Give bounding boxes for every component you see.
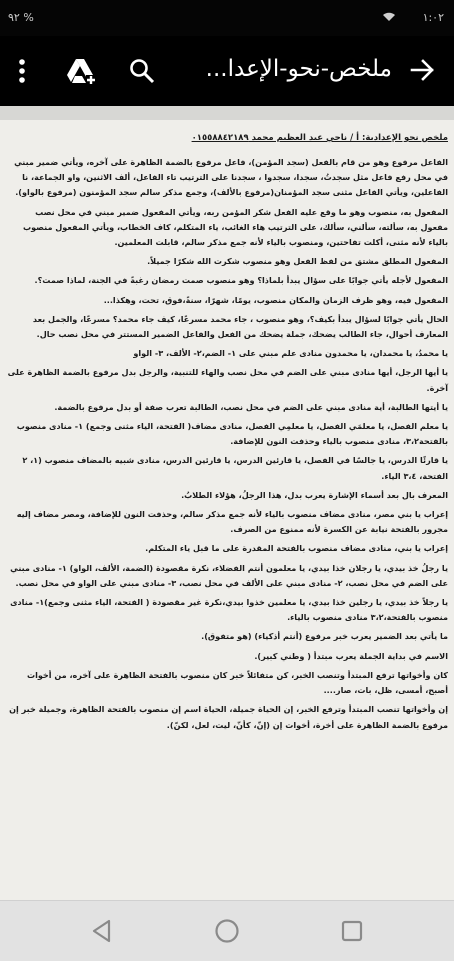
- paragraph-munada-mudaf: يا معلم الفصل، يا معلمَي الفصل، يا معلمِي الفصل، منادى مضاف( الفتحة، الياء مثنى وجمع) ١- منادى منصوب بالفتحة٣،٢، منادى منصوب بالياء وحذفت النون للإضافة.: [16, 421, 448, 447]
- paragraph-mafool-liajlihi: المفعول لأجله يأتي جوابًا على سؤال يبدأ بلماذا؟ وهو منصوب صمت رمضان رغبةً في الجنة، لماذا صمت؟.: [34, 275, 448, 286]
- paragraph-bunayya: إعراب يا بني، منادى مضاف منصوب بالفتحة المقدرة على ما قبل ياء المتكلم.: [145, 543, 448, 554]
- paragraph-munada-alam: يا محمدُ، يا محمدان، يا محمدون منادى علم مبني على ١- الضم،٢- الألف، ٣- الواو: [133, 348, 448, 359]
- paragraph-ayyuha: يا أيها الرجل، أيها منادى مبني على الضم في محل نصب والهاء للتنبية، والرجل بدل مرفوع بالضمة الظاهرة على آخرة.: [7, 367, 448, 393]
- arrow-right-icon[interactable]: [408, 56, 436, 84]
- app-bar: [0, 36, 454, 106]
- paragraph-khabar: ما يأتي بعد الضمير يعرب خبر مرفوع (أنتم أذكياء) (هو متفوق).: [201, 631, 448, 642]
- google-drive-add-icon[interactable]: [66, 57, 96, 85]
- wifi-icon: [382, 12, 396, 22]
- battery-level: ٩٢ %: [8, 11, 34, 24]
- status-bar: [0, 0, 454, 36]
- paragraph-kana: كان وأخواتها ترفع المبتدأ وتنصب الخبر، كن متفائلاً خبر كان منصوب بالفتحة الظاهرة على آخره، من أخوات أصبح، أمسى، ظل، بات، صار....: [26, 669, 448, 696]
- system-nav-bar: [0, 900, 454, 961]
- circle-home-icon[interactable]: [213, 917, 241, 945]
- document-page: [0, 120, 454, 900]
- paragraph-inna: إن وأخواتها تنصب المبتدأ وترفع الخبر، إن الحياة جميلة، الحياة اسم إن منصوب بالفتحة الظاهرة، وجميلة خبر إن مرفوع بالضمة الظاهرة على أخرة، أخوات إن (إنّ، كأنّ، ليت، لعل، لكنّ).: [9, 704, 448, 730]
- document-viewer[interactable]: [0, 106, 454, 900]
- paragraph-badal: المعرف بال بعد أسماء الإشارة يعرب بدل، هذا الرجلُ، هؤلاء الطلابُ.: [181, 489, 448, 500]
- paragraph-nakira-ghayr-maqsooda: يا رجلاً خذ بيدي، يا رجلين خذا بيدي، يا معلمين خذوا بيدي،نكرة غير مقصودة ( الفتحة، الياء مثنى وجمع)١- منادى منصوب بالفتحة،٣،٢ منادى منصوب بالياء.: [10, 597, 448, 623]
- document-heading: ملخص نحو الإعدادية: أ / ناجي عبد العظيم محمد ٠١٥٥٨٨٤٢١٨٩: [191, 133, 448, 143]
- paragraph-bani-misr: إعراب يا بني مصر، منادى مضاف منصوب بالياء لأنه جمع مذكر سالم، وحذفت النون للإضافة، ومصر مضاف إليه مجرور بالفتحة نيابة عن الكسرة لأنه ممنوع من الصرف.: [16, 509, 448, 535]
- paragraph-shabih-bilmudaf: يا قارئًا الدرس، يا جالسًا في الفصل، يا قارئين الدرس، يا قارئين الدرس، منادى شبيه بالمضاف منصوب (١، ٢ الفتحة، ٣،٤ الياء.: [22, 455, 448, 481]
- paragraph-mafool-fihi: المفعول فيه، وهو ظرف الزمان والمكان منصوب، يومًا، شهرًا، سنةً،فوق، تحت، وهكذا...: [103, 294, 448, 305]
- paragraph-mubtada: الاسم في بداية الجملة يعرب مبتدأ ( وطني كبير).: [254, 650, 448, 661]
- paragraph-faail: الفاعل مرفوع وهو من قام بالفعل (سجد المؤمن)، فاعل مرفوع بالضمة الظاهرة على آخره، ويأتي ضمير مبني في محل رفع فاعل مثل سجدتُ، سجدا، سجدوا ، سجدنا على الترتيب تاء الفاعل، ألف الاثنين، واو الجماعة، نا الفاعلين، ويأتي الفاعل مثنى سجد المؤمنان(مرفوع بالألف)، وجمع مذكر سالم سجد المؤمنون (مرفوع بالواو).: [14, 157, 448, 198]
- square-recents-icon[interactable]: [338, 917, 366, 945]
- search-icon[interactable]: [128, 57, 156, 85]
- document-title: ملخص-نحو-الإعدا...: [205, 56, 392, 82]
- document-content: [6, 132, 448, 737]
- paragraph-nakira-maqsooda: يا رجلُ خذ بيدي، يا رجلان خذا بيدي، يا معلمون أنتم الفضلاء، نكرة مقصودة (الضمة، الألف، الواو) ١- منادى مبني على الضم في محل نصب، ٢- منادى مبني على الألف في محل نصب، ٣- منادى مبني على الواو في محل نصب.: [10, 562, 448, 588]
- paragraph-mafool-bihi: المفعول به، منصوب وهو ما وقع عليه الفعل شكر المؤمن ربه، ويأتي المفعول ضمير مبني في محل نصب مفعول به، سألته، سألني، سألك، على الترتيب هاء الغائب، ياء المتكلم، كاف الخطاب، ويأتي المفعول منصوب بالياء لأنه مثنى، أكلت تفاحتين، ومنصوب بالياء لأنه جمع مذكر سالم، قابلت المعلمين.: [22, 206, 448, 248]
- status-time: ١:٠٢: [422, 11, 444, 24]
- paragraph-mafool-mutlaq: المفعول المطلق مشتق من لفظ الفعل وهو منصوب شكرت الله شكرًا جميلاً.: [147, 256, 448, 267]
- paragraph-ayyatuha: يا أيتها الطالبة، أية منادى مبني على الضم في محل نصب، الطالبة تعرب صفة أو بدل مرفوع بالضمة.: [54, 401, 448, 412]
- triangle-back-icon[interactable]: [88, 917, 116, 945]
- more-vertical-icon[interactable]: [18, 58, 26, 84]
- paragraph-haal: الحال يأتي جوابًا لسؤال يبدأ بكيف؟، وهو منصوب ، جاء محمد مسرعًا، كيف جاء محمد؟ مسرعًا، والجمل بعد المعارف أحوال، جاء الطالب يضحك، جملة يضحك من الفعل والفاعل الضمير المستتر في محل نصب حال.: [32, 313, 448, 340]
